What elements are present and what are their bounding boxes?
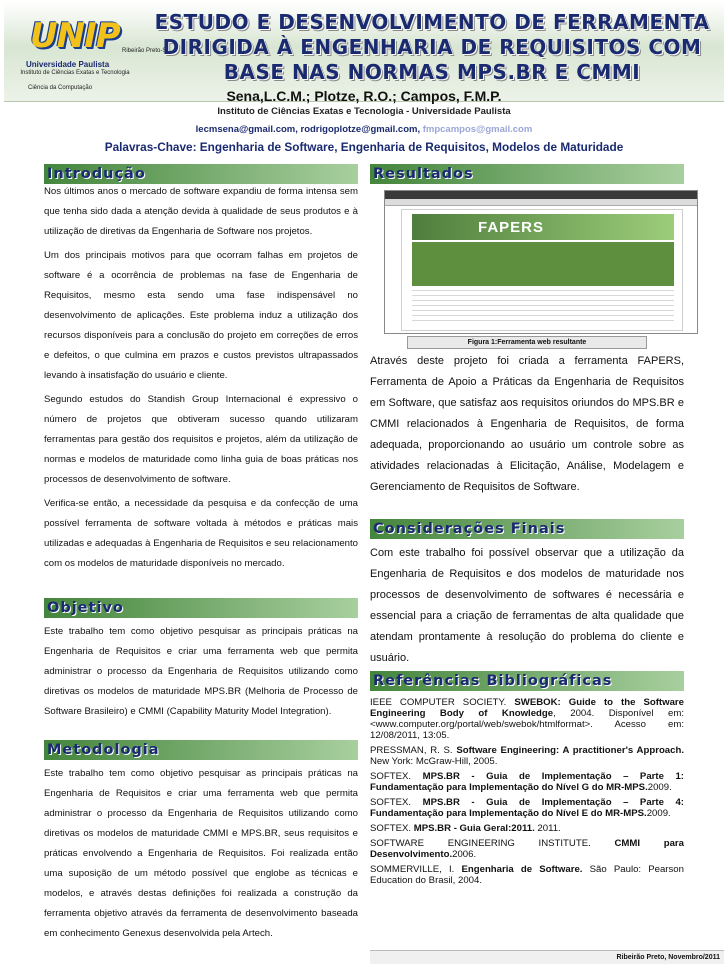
reference-item xyxy=(370,823,684,834)
intro-paragraph: Nos últimos anos o mercado de software expandiu de forma intensa sem que tenha sido dada a atenção devida à qualidade de seus produtos e à utilização de diretivas da Engenharia de Software nos projetos. xyxy=(44,186,358,237)
intro-paragraph: Segundo estudos do Standish Group Internacional é expressivo o número de projetos que obtiveram sucesso quando utilizaram ferramentas para gestão dos requisitos e projetos, além da utilização de normas e modelos de maturidade como linha guia de boas práticas nos processos de desenvolvimento de software. xyxy=(44,394,358,485)
refs-section xyxy=(370,671,684,890)
reference-item xyxy=(370,864,684,886)
screenshot-toolbar xyxy=(385,199,697,206)
screenshot-banner xyxy=(412,214,674,240)
email-list: lecmsena@gmail.com, rodrigoplotze@gmail.com, xyxy=(195,124,421,135)
objective-section xyxy=(44,598,358,726)
objective-text: Este trabalho tem como objetivo pesquisar as principais práticas na Engenharia de Requisitos e criar uma ferramenta web que permita administrar o processo da Engenharia de Requisitos utilizando como diretivas os modelos de maturidade MPS.BR (Melhoria de Processo de Software Brasileiro) e CMMI (Capability Maturity Model Integration). xyxy=(44,626,358,717)
reference-title: CMMI para Desenvolvimento. xyxy=(370,838,684,860)
emails xyxy=(4,124,724,135)
logo-university: Universidade Paulista xyxy=(26,60,110,69)
reference-item xyxy=(370,771,684,793)
poster-header xyxy=(4,2,724,102)
reference-title: MPS.BR - Guia de Implementação – Parte 4: Fundamentação para Implementação do Nível E do MR-MPS. xyxy=(370,797,684,819)
authors: Sena,L.C.M.; Plotze, R.O.; Campos, F.M.P. xyxy=(226,88,502,104)
intro-heading: Introdução xyxy=(44,164,358,184)
institution: Instituto de Ciências Exatas e Tecnologia - Universidade Paulista xyxy=(217,106,511,117)
reference-title: Software Engineering: A practitioner's Approach. xyxy=(456,745,684,756)
reference-author: SOMMERVILLE, I. xyxy=(370,864,462,875)
final-text: Com este trabalho foi possível observar que a utilização da Engenharia de Requisitos e dos modelos de maturidade nos processos de desenvolvimento de softwares é necessária e essencial para a criação de ferramentas de alta qualidade que atendam prontamente à resolução do problema do cliente e usuário. xyxy=(370,547,684,664)
screenshot-content xyxy=(412,242,674,286)
objective-heading: Objetivo xyxy=(44,598,358,618)
intro-paragraph: Verifica-se então, a necessidade da pesquisa e da confecção de uma possível ferramenta de software voltada à métodos e práticas mais utilizadas e adequadas à Engenharia de Requisitos e seu relacionamento com os modelos de maturidade disponíveis no mercado. xyxy=(44,498,358,569)
method-section xyxy=(44,740,358,948)
logo-institute: Instituto de Ciências Exatas e Tecnologia xyxy=(20,70,130,76)
tool-screenshot xyxy=(384,190,698,334)
reference-details: New York: McGraw-Hill, 2005. xyxy=(370,756,498,767)
reference-title: SWEBOK: Guide to the Software Engineering Body of Knowledge xyxy=(370,697,684,719)
logo-course: Ciência da Computação xyxy=(28,85,93,91)
results-text: Através deste projeto foi criada a ferramenta FAPERS, Ferramenta de Apoio a Práticas da Engenharia de Requisitos em Software, que satisfaz aos requisitos oriundos do MPS.BR e CMMI relacionados à Engenharia de Requisitos, de forma adequada, proporcionando ao usuário um controle sobre as atividades relacionadas à Elicitação, Análise, Modelagem e Gerenciamento de Requisitos de Software. xyxy=(370,355,684,493)
reference-details: 2009. xyxy=(646,808,671,819)
reference-item xyxy=(370,745,684,767)
reference-details: , 2004. Disponível em: <www.computer.org/portal/web/swebok/htmlformat>. Acesso em: 12/08/2011, 13:05. xyxy=(370,708,684,741)
reference-title: MPS.BR - Guia de Implementação – Parte 1: Fundamentação para Implementação do Nível G do MR-MPS. xyxy=(370,771,684,793)
method-heading: Metodologia xyxy=(44,740,358,760)
refs-list xyxy=(370,697,684,886)
reference-details: São Paulo: Pearson Education do Brasil, 2004. xyxy=(370,864,684,886)
reference-author: SOFTEX. xyxy=(370,823,414,834)
results-heading: Resultados xyxy=(370,164,684,184)
figure-caption: Figura 1:Ferramenta web resultante xyxy=(407,336,647,349)
intro-paragraph: Um dos principais motivos para que ocorram falhas em projetos de software é a ocorrência de problemas na fase de Engenharia de Requisitos, mesmo esta sendo uma fase indispensável no desenvolvimento de aplicações. Este problema induz a utilização dos recursos disponíveis para a conclusão do projeto em correções de erros e defeitos, o que culmina em prazos e custos previstos ultrapassados levando à insatisfação do usuário e cliente. xyxy=(44,250,358,381)
results-section xyxy=(370,164,684,498)
reference-title: Engenharia de Software. xyxy=(461,864,583,875)
reference-details: 2009. xyxy=(647,782,672,793)
final-section xyxy=(370,519,684,669)
keywords: Palavras-Chave: Engenharia de Software, Engenharia de Requisitos, Modelos de Maturidade xyxy=(104,140,624,154)
intro-body xyxy=(44,182,358,574)
reference-author: SOFTEX. xyxy=(370,797,423,808)
fapers-logo: FAPERS xyxy=(478,219,545,236)
reference-title: MPS.BR - Guia Geral:2011. xyxy=(413,823,535,834)
unip-logo xyxy=(14,10,171,95)
email-faded: fmpcampos@gmail.com xyxy=(422,124,533,135)
reference-item xyxy=(370,697,684,741)
reference-item xyxy=(370,838,684,860)
reference-author: PRESSMAN, R. S. xyxy=(370,745,457,756)
screenshot-text-lines xyxy=(412,290,674,324)
refs-heading: Referências Bibliográficas xyxy=(370,671,684,691)
reference-details: 2011. xyxy=(534,823,561,834)
method-text: Este trabalho tem como objetivo pesquisar as principais práticas na Engenharia de Requisitos e criar uma ferramenta web que permita administrar o processo da Engenharia de Requisitos utilizando como diretivas os modelos de maturidade CMMI e MPS.BR, seus requisitos e práticas envolvendo a Engenharia de Requisitos. Foi realizada então uma suposição de um método possível que englobe as técnicas e modelos, e através destas definições foi realizada a construção da ferramenta objetivo através da ferramenta de desenvolvimento baseada em conhecimento Genexus desenvolvida pela Artech. xyxy=(44,768,358,939)
logo-wordmark: UNIP xyxy=(30,16,120,56)
reference-details: 2006. xyxy=(452,849,477,860)
reference-author: SOFTEX. xyxy=(370,771,423,782)
final-heading: Considerações Finais xyxy=(370,519,684,539)
poster-title: ESTUDO E DESENVOLVIMENTO DE FERRAMENTA DIRIGIDA À ENGENHARIA DE REQUISITOS COM BASE NAS NORMAS MPS.BR E CMMI xyxy=(154,10,710,84)
reference-item xyxy=(370,797,684,819)
logo-city: Ribeirão Preto-SP xyxy=(122,48,171,54)
left-column xyxy=(44,164,358,578)
screenshot-titlebar xyxy=(385,191,697,199)
reference-author: IEEE COMPUTER SOCIETY. xyxy=(370,697,515,708)
reference-author: SOFTWARE ENGINEERING INSTITUTE. xyxy=(370,838,615,849)
screenshot-page xyxy=(401,209,683,331)
footer: Ribeirão Preto, Novembro/2011 xyxy=(370,950,724,964)
